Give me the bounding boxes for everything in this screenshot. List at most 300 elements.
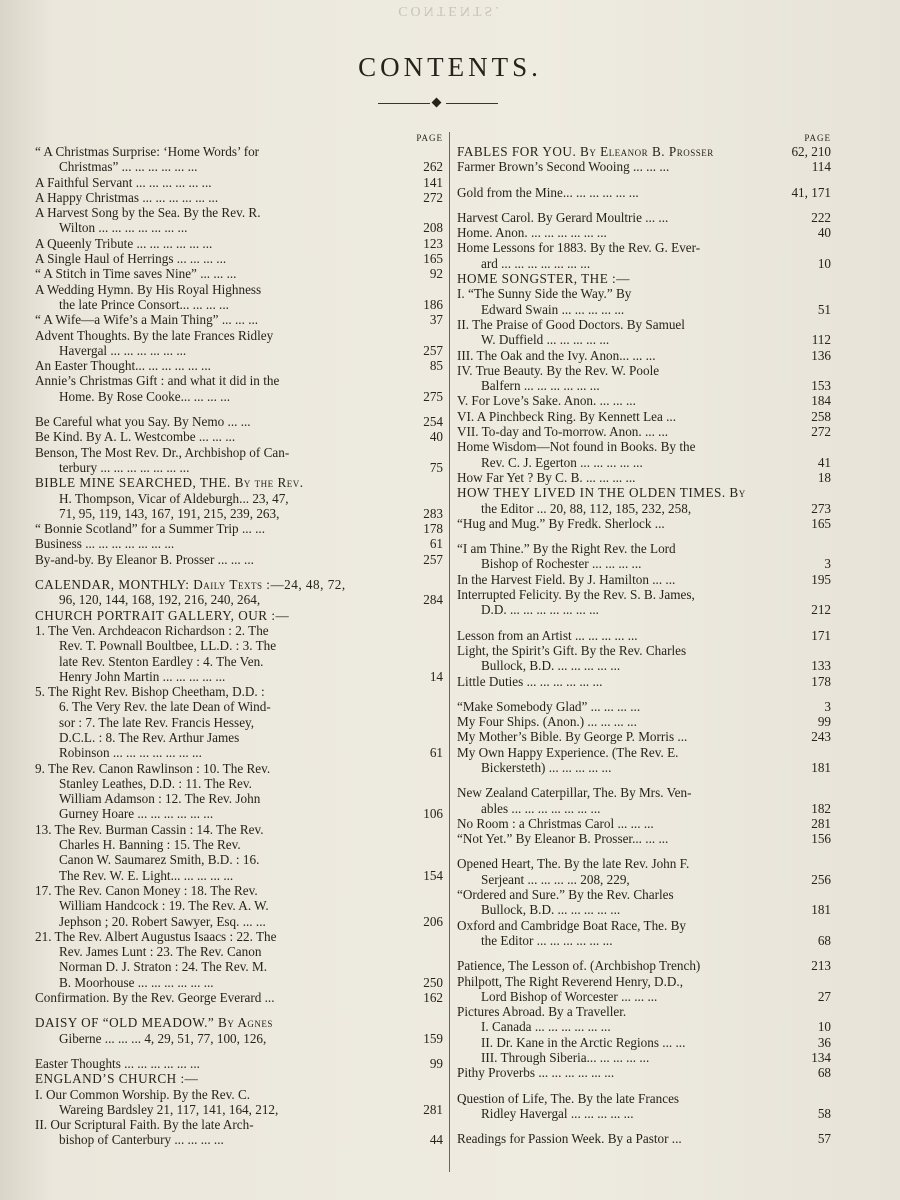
entry-page-number: 112: [811, 332, 831, 348]
entry-title: Edward Swain ... ... ... ... ...: [481, 301, 625, 317]
entry-page-number: 141: [423, 174, 443, 190]
contents-entry: [35, 312, 443, 327]
contents-entry: [457, 159, 831, 174]
contents-column-right: [457, 132, 831, 1147]
contents-entry: [457, 760, 831, 775]
entry-title: the late Prince Consort... ... ... ...: [59, 296, 229, 312]
contents-column-left: [35, 132, 443, 1148]
entry-title: 71, 95, 119, 143, 167, 191, 215, 239, 263,: [59, 505, 280, 521]
entry-page-number: 3: [824, 698, 831, 714]
entry-title: Christmas” ... ... ... ... ... ...: [59, 159, 198, 175]
entry-page-number: 208: [423, 220, 443, 236]
entry-title: “ Bonnie Scotland” for a Summer Trip ... ...: [35, 521, 266, 537]
contents-entry: [35, 1117, 443, 1132]
entry-title: By-and-by. By Eleanor B. Prosser ... ... ...: [35, 551, 254, 567]
entry-title: A Harvest Song by the Sea. By the Rev. R.: [35, 205, 261, 221]
entry-page-number: 250: [423, 974, 443, 990]
section-spacer: [457, 689, 831, 699]
entry-title: HOW THEY LIVED IN THE OLDEN TIMES. By: [457, 485, 746, 501]
section-spacer: [457, 775, 831, 785]
contents-entry: [457, 1035, 831, 1050]
entry-page-number: 68: [817, 932, 831, 948]
entry-title: Norman D. J. Straton : 24. The Rev. M.: [59, 959, 268, 975]
contents-entry: [35, 944, 443, 959]
entry-page-number: 37: [429, 312, 443, 328]
entry-page-number: 57: [817, 1131, 831, 1147]
entry-page-number: 272: [423, 189, 443, 205]
entry-title: B. Moorhouse ... ... ... ... ... ...: [59, 974, 214, 990]
entry-title: In the Harvest Field. By J. Hamilton ... ...: [457, 571, 676, 587]
entry-title: Interrupted Felicity. By the Rev. S. B. James,: [457, 587, 695, 603]
entry-page-number: 165: [423, 251, 443, 267]
entry-title: CHURCH PORTRAIT GALLERY, OUR :—: [35, 607, 290, 623]
section-spacer: [457, 846, 831, 856]
section-spacer: [35, 404, 443, 414]
contents-entry: [35, 1015, 443, 1030]
contents-entry: [457, 902, 831, 917]
contents-entry: [35, 975, 443, 990]
entry-page-number: 133: [811, 658, 831, 674]
entry-page-number: 281: [423, 1101, 443, 1117]
entry-title: Home. By Rose Cooke... ... ... ...: [59, 388, 231, 404]
entry-page-number: 257: [423, 342, 443, 358]
contents-entry: [35, 220, 443, 235]
contents-entry: [457, 658, 831, 673]
contents-entry: [457, 1050, 831, 1065]
contents-entry: [35, 669, 443, 684]
entry-page-number: 256: [811, 871, 831, 887]
entry-title: A Queenly Tribute ... ... ... ... ... ...: [35, 235, 213, 251]
contents-entry: [457, 699, 831, 714]
contents-entry: [457, 363, 831, 378]
contents-entry: [35, 577, 443, 592]
contents-entry: [457, 144, 831, 159]
ornament-rule-right: [446, 103, 498, 104]
entry-title: Balfern ... ... ... ... ... ...: [481, 378, 600, 394]
entry-title: ables ... ... ... ... ... ... ...: [481, 800, 601, 816]
contents-entry: [35, 883, 443, 898]
entry-title: Home Wisdom—Not found in Books. By the: [457, 439, 696, 455]
entry-title: I. Canada ... ... ... ... ... ...: [481, 1019, 611, 1035]
entry-title: Be Kind. By A. L. Westcombe ... ... ...: [35, 429, 236, 445]
entry-title: A Faithful Servant ... ... ... ... ... ...: [35, 174, 212, 190]
contents-entry: [457, 989, 831, 1004]
entry-page-number: 156: [811, 831, 831, 847]
entry-title: “I am Thine.” By the Right Rev. the Lord: [457, 541, 676, 557]
entry-title: “Make Somebody Glad” ... ... ... ...: [457, 698, 641, 714]
contents-entry: [35, 868, 443, 883]
entry-page-number: 10: [817, 255, 831, 271]
entry-title: V. For Love’s Sake. Anon. ... ... ...: [457, 393, 636, 409]
contents-entry: [457, 286, 831, 301]
entry-page-number: 181: [811, 902, 831, 918]
entry-page-number: 75: [429, 459, 443, 475]
entry-title: Bickersteth) ... ... ... ... ...: [481, 759, 612, 775]
contents-entry: [35, 654, 443, 669]
entry-title: Stanley Leathes, D.D. : 11. The Rev.: [59, 775, 252, 791]
entry-title: 96, 120, 144, 168, 192, 216, 240, 264,: [59, 592, 261, 608]
entry-title: Rev. James Lunt : 23. The Rev. Canon: [59, 944, 262, 960]
contents-entry: [457, 674, 831, 689]
entry-page-number: 262: [423, 159, 443, 175]
entry-title: A Happy Christmas ... ... ... ... ... ...: [35, 189, 219, 205]
entry-title: Little Duties ... ... ... ... ... ...: [457, 673, 603, 689]
entry-page-number: 181: [811, 759, 831, 775]
contents-entry: [457, 714, 831, 729]
entry-page-number: 153: [811, 378, 831, 394]
contents-entry: [35, 236, 443, 251]
entry-title: IV. True Beauty. By the Rev. W. Poole: [457, 362, 660, 378]
contents-entry: [35, 837, 443, 852]
contents-entry: [35, 745, 443, 760]
entry-page-number: 186: [423, 296, 443, 312]
contents-entry: [35, 460, 443, 475]
entry-page-number: 61: [429, 536, 443, 552]
section-spacer: [457, 1121, 831, 1131]
contents-entry: [35, 175, 443, 190]
contents-entry: [35, 929, 443, 944]
contents-entry: [35, 914, 443, 929]
entry-page-number: 62, 210: [791, 144, 831, 159]
entry-page-number: 3: [824, 556, 831, 572]
entry-title: “ A Wife—a Wife’s a Main Thing” ... ... ...: [35, 312, 259, 328]
entry-title: Lesson from an Artist ... ... ... ... ...: [457, 627, 638, 643]
entry-title: “ A Christmas Surprise: ‘Home Words’ for: [35, 144, 260, 159]
entry-title: “ A Stitch in Time saves Nine” ... ... ...: [35, 266, 237, 282]
entry-title: Philpott, The Right Reverend Henry, D.D.,: [457, 973, 683, 989]
entry-title: Advent Thoughts. By the late Frances Ridley: [35, 327, 274, 343]
entry-title: Wareing Bardsley 21, 117, 141, 164, 212,: [59, 1101, 279, 1117]
entry-title: My Four Ships. (Anon.) ... ... ... ...: [457, 714, 637, 730]
entry-title: III. The Oak and the Ivy. Anon... ... ...: [457, 347, 656, 363]
section-spacer: [457, 618, 831, 628]
entry-title: Be Careful what you Say. By Nemo ... ...: [35, 414, 251, 430]
entry-title: Serjeant ... ... ... ... 208, 229,: [481, 871, 630, 887]
contents-entry: [35, 266, 443, 281]
contents-entry: [457, 801, 831, 816]
contents-entry: [457, 1065, 831, 1080]
section-spacer: [35, 1005, 443, 1015]
entry-page-number: 222: [811, 209, 831, 225]
entry-title: Question of Life, The. By the late Frances: [457, 1090, 680, 1106]
entry-page-number: 182: [811, 800, 831, 816]
contents-entry: [35, 592, 443, 607]
entry-page-number: 258: [811, 408, 831, 424]
entry-title: Jephson ; 20. Robert Sawyer, Esq. ... ...: [59, 913, 266, 929]
page-title: CONTENTS.: [358, 52, 542, 82]
contents-entry: [35, 159, 443, 174]
entry-page-number: 136: [811, 347, 831, 363]
contents-entry: [457, 729, 831, 744]
contents-entry: [457, 317, 831, 332]
contents-entry: [457, 439, 831, 454]
entry-title: A Single Haul of Herrings ... ... ... ...: [35, 251, 227, 267]
entry-page-number: 159: [423, 1030, 443, 1046]
entry-title: Confirmation. By the Rev. George Everard ...: [35, 990, 275, 1006]
contents-entry: [35, 1102, 443, 1117]
contents-entry: [457, 240, 831, 255]
entry-page-number: 154: [423, 867, 443, 883]
entry-page-number: 284: [423, 592, 443, 608]
entry-title: “Not Yet.” By Eleanor B. Prosser... ... ...: [457, 831, 669, 847]
section-spacer: [35, 1046, 443, 1056]
contents-entry: [457, 210, 831, 225]
entry-title: 6. The Very Rev. the late Dean of Wind-: [59, 699, 271, 715]
entry-page-number: 178: [423, 521, 443, 537]
contents-entry: [35, 190, 443, 205]
entry-title: II. Our Scriptural Faith. By the late Arch-: [35, 1117, 254, 1133]
ornament-rule-left: [378, 103, 430, 104]
entry-page-number: 92: [429, 266, 443, 282]
entry-title: I. “The Sunny Side the Way.” By: [457, 286, 632, 302]
contents-entry: [457, 348, 831, 363]
running-head: CONTENTS.: [398, 3, 502, 18]
entry-title: ard ... ... ... ... ... ... ...: [481, 255, 591, 271]
entry-title: H. Thompson, Vicar of Aldeburgh... 23, 47,: [59, 490, 289, 506]
contents-entry: [457, 816, 831, 831]
contents-entry: [457, 572, 831, 587]
contents-entry: [457, 602, 831, 617]
contents-entry: [457, 185, 831, 200]
contents-entry: [457, 856, 831, 871]
entry-title: Lord Bishop of Worcester ... ... ...: [481, 988, 658, 1004]
entry-title: Havergal ... ... ... ... ... ...: [59, 342, 187, 358]
contents-entry: [35, 521, 443, 536]
entry-title: Giberne ... ... ... 4, 29, 51, 77, 100, 126,: [59, 1030, 267, 1046]
contents-entry: [35, 491, 443, 506]
title-ornament: [378, 98, 498, 108]
contents-entry: [35, 761, 443, 776]
contents-entry: [457, 485, 831, 500]
entry-title: ENGLAND’S CHURCH :—: [35, 1071, 199, 1087]
entry-page-number: 165: [811, 515, 831, 531]
entry-title: A Wedding Hymn. By His Royal Highness: [35, 281, 262, 297]
page-column-heading: PAGE: [416, 133, 443, 143]
contents-entry: [35, 638, 443, 653]
contents-entry: [457, 393, 831, 408]
contents-entry: [35, 552, 443, 567]
contents-entry: [457, 587, 831, 602]
entry-page-number: 40: [817, 225, 831, 241]
entry-page-number: 99: [429, 1055, 443, 1071]
contents-entry: [457, 470, 831, 485]
entry-page-number: 257: [423, 551, 443, 567]
column-divider: [449, 132, 450, 1172]
contents-entry: [35, 715, 443, 730]
entry-page-number: 123: [423, 235, 443, 251]
section-spacer: [457, 948, 831, 958]
contents-entry: [35, 623, 443, 638]
entry-title: Rev. C. J. Egerton ... ... ... ... ...: [481, 454, 643, 470]
contents-entry: [457, 1091, 831, 1106]
entry-title: Wilton ... ... ... ... ... ... ...: [59, 220, 188, 236]
contents-entry: [35, 328, 443, 343]
entry-page-number: 206: [423, 913, 443, 929]
entry-page-number: 281: [811, 815, 831, 831]
contents-entry: [457, 628, 831, 643]
contents-entry: [35, 699, 443, 714]
contents-entry: [35, 1071, 443, 1086]
entry-title: BIBLE MINE SEARCHED, THE. By the Rev.: [35, 475, 304, 491]
entry-page-number: 134: [811, 1050, 831, 1066]
entry-title: Henry John Martin ... ... ... ... ...: [59, 668, 226, 684]
contents-entry: [35, 373, 443, 388]
contents-entry: [35, 791, 443, 806]
contents-entry: [457, 918, 831, 933]
entry-title: Opened Heart, The. By the late Rev. John F.: [457, 856, 690, 872]
entry-page-number: 162: [423, 990, 443, 1006]
contents-entry: [35, 959, 443, 974]
entry-page-number: 51: [817, 301, 831, 317]
entry-page-number: 272: [811, 424, 831, 440]
entry-page-number: 44: [429, 1132, 443, 1148]
entry-page-number: 58: [817, 1105, 831, 1121]
entry-page-number: 68: [817, 1065, 831, 1081]
entry-page-number: 184: [811, 393, 831, 409]
entry-title: Rev. T. Pownall Boultbee, LL.D. : 3. The: [59, 638, 277, 654]
entry-title: Robinson ... ... ... ... ... ... ...: [59, 745, 202, 761]
contents-entry: [35, 251, 443, 266]
entry-title: late Rev. Stenton Eardley : 4. The Ven.: [59, 653, 264, 669]
entry-title: William Handcock : 19. The Rev. A. W.: [59, 898, 269, 914]
entry-title: 5. The Right Rev. Bishop Cheetham, D.D. :: [35, 684, 265, 700]
entry-title: Oxford and Cambridge Boat Race, The. By: [457, 917, 687, 933]
entry-title: Benson, The Most Rev. Dr., Archbishop of Can-: [35, 444, 290, 460]
contents-entry: [457, 1004, 831, 1019]
entry-title: “Hug and Mug.” By Fredk. Sherlock ...: [457, 515, 665, 531]
contents-entry: [35, 343, 443, 358]
entry-title: “Ordered and Sure.” By the Rev. Charles: [457, 887, 674, 903]
entry-page-number: 10: [817, 1019, 831, 1035]
entry-title: II. Dr. Kane in the Arctic Regions ... ...: [481, 1034, 686, 1050]
contents-entry: [457, 831, 831, 846]
entry-title: CALENDAR, MONTHLY: Daily Texts :—24, 48, 72,: [35, 577, 346, 593]
contents-entry: [457, 541, 831, 556]
entry-page-number: 243: [811, 729, 831, 745]
entry-title: Bishop of Rochester ... ... ... ...: [481, 556, 642, 572]
entry-page-number: 195: [811, 571, 831, 587]
contents-entry: [35, 414, 443, 429]
entry-title: Gold from the Mine... ... ... ... ... ...: [457, 184, 639, 200]
entry-title: 21. The Rev. Albert Augustus Isaacs : 22. The: [35, 928, 277, 944]
section-spacer: [457, 200, 831, 210]
contents-entry: [457, 516, 831, 531]
entry-page-number: 275: [423, 388, 443, 404]
entry-title: Pictures Abroad. By a Traveller.: [457, 1004, 627, 1020]
contents-entry: [35, 389, 443, 404]
contents-entry: [35, 684, 443, 699]
contents-entry: [35, 852, 443, 867]
contents-entry: [35, 822, 443, 837]
entry-title: HOME SONGSTER, THE :—: [457, 271, 630, 287]
entry-title: bishop of Canterbury ... ... ... ...: [59, 1132, 224, 1148]
section-spacer: [35, 567, 443, 577]
contents-entry: [457, 424, 831, 439]
contents-entry: [457, 409, 831, 424]
contents-entry: [457, 933, 831, 948]
contents-entry: [457, 302, 831, 317]
contents-entry: [35, 990, 443, 1005]
contents-entry: [457, 887, 831, 902]
entry-title: 1. The Ven. Archdeacon Richardson : 2. The: [35, 622, 269, 638]
entry-title: Business ... ... ... ... ... ... ...: [35, 536, 175, 552]
contents-entry: [457, 271, 831, 286]
entry-title: 17. The Rev. Canon Money : 18. The Rev.: [35, 882, 258, 898]
page-column-heading: PAGE: [804, 133, 831, 143]
entry-page-number: 212: [811, 602, 831, 618]
entry-page-number: 254: [423, 414, 443, 430]
contents-entry: [35, 1087, 443, 1102]
section-spacer: [457, 1081, 831, 1091]
entry-page-number: 27: [817, 988, 831, 1004]
entry-title: Home Lessons for 1883. By the Rev. G. Ever-: [457, 240, 701, 256]
entry-title: 13. The Rev. Burman Cassin : 14. The Rev.: [35, 821, 264, 837]
contents-entry: [35, 1132, 443, 1147]
contents-entry: [35, 358, 443, 373]
contents-entry: [35, 806, 443, 821]
contents-entry: [35, 445, 443, 460]
entry-page-number: 14: [429, 668, 443, 684]
contents-entry: [35, 205, 443, 220]
entry-title: Farmer Brown’s Second Wooing ... ... ...: [457, 159, 670, 175]
section-spacer: [457, 531, 831, 541]
entry-page-number: 36: [817, 1034, 831, 1050]
entry-title: terbury ... ... ... ... ... ... ...: [59, 459, 190, 475]
entry-title: New Zealand Caterpillar, The. By Mrs. Ven-: [457, 785, 692, 801]
entry-title: Harvest Carol. By Gerard Moultrie ... ...: [457, 209, 669, 225]
contents-entry: [457, 745, 831, 760]
entry-page-number: 40: [429, 429, 443, 445]
entry-title: Light, the Spirit’s Gift. By the Rev. Charles: [457, 642, 687, 658]
entry-title: VII. To-day and To-morrow. Anon. ... ...: [457, 424, 669, 440]
contents-entry: [35, 730, 443, 745]
entry-title: An Easter Thought... ... ... ... ... ...: [35, 358, 211, 374]
entry-title: Canon W. Saumarez Smith, B.D. : 16.: [59, 852, 260, 868]
entry-page-number: 114: [811, 159, 831, 175]
entry-title: The Rev. W. E. Light... ... ... ... ...: [59, 867, 234, 883]
entry-title: the Editor ... ... ... ... ... ...: [481, 932, 613, 948]
contents-entry: [457, 643, 831, 658]
contents-entry: [35, 776, 443, 791]
entry-title: III. Through Siberia... ... ... ... ...: [481, 1050, 650, 1066]
entry-title: Pithy Proverbs ... ... ... ... ... ...: [457, 1065, 615, 1081]
contents-entry: [457, 225, 831, 240]
entry-page-number: 18: [817, 469, 831, 485]
contents-entry: [457, 455, 831, 470]
contents-entry: [35, 898, 443, 913]
entry-title: How Far Yet ? By C. B. ... ... ... ...: [457, 469, 636, 485]
entry-title: Gurney Hoare ... ... ... ... ... ...: [59, 806, 214, 822]
contents-entry: [457, 785, 831, 800]
contents-entry: [35, 608, 443, 623]
contents-entry: [457, 1131, 831, 1146]
contents-entry: [35, 1031, 443, 1046]
contents-entry: [457, 501, 831, 516]
entry-title: FABLES FOR YOU. By Eleanor B. Prosser: [457, 144, 714, 159]
entry-title: Charles H. Banning : 15. The Rev.: [59, 837, 241, 853]
contents-entry: [457, 974, 831, 989]
entry-title: My Own Happy Experience. (The Rev. E.: [457, 744, 679, 760]
entry-title: Annie’s Christmas Gift : and what it did in the: [35, 373, 280, 389]
contents-entry: [35, 282, 443, 297]
entry-title: II. The Praise of Good Doctors. By Samuel: [457, 316, 685, 332]
entry-title: Home. Anon. ... ... ... ... ... ...: [457, 225, 607, 241]
contents-entry: [457, 958, 831, 973]
section-spacer: [457, 175, 831, 185]
entry-title: Patience, The Lesson of. (Archbishop Trench): [457, 958, 701, 974]
contents-entry: [457, 556, 831, 571]
contents-entry: [35, 144, 443, 159]
